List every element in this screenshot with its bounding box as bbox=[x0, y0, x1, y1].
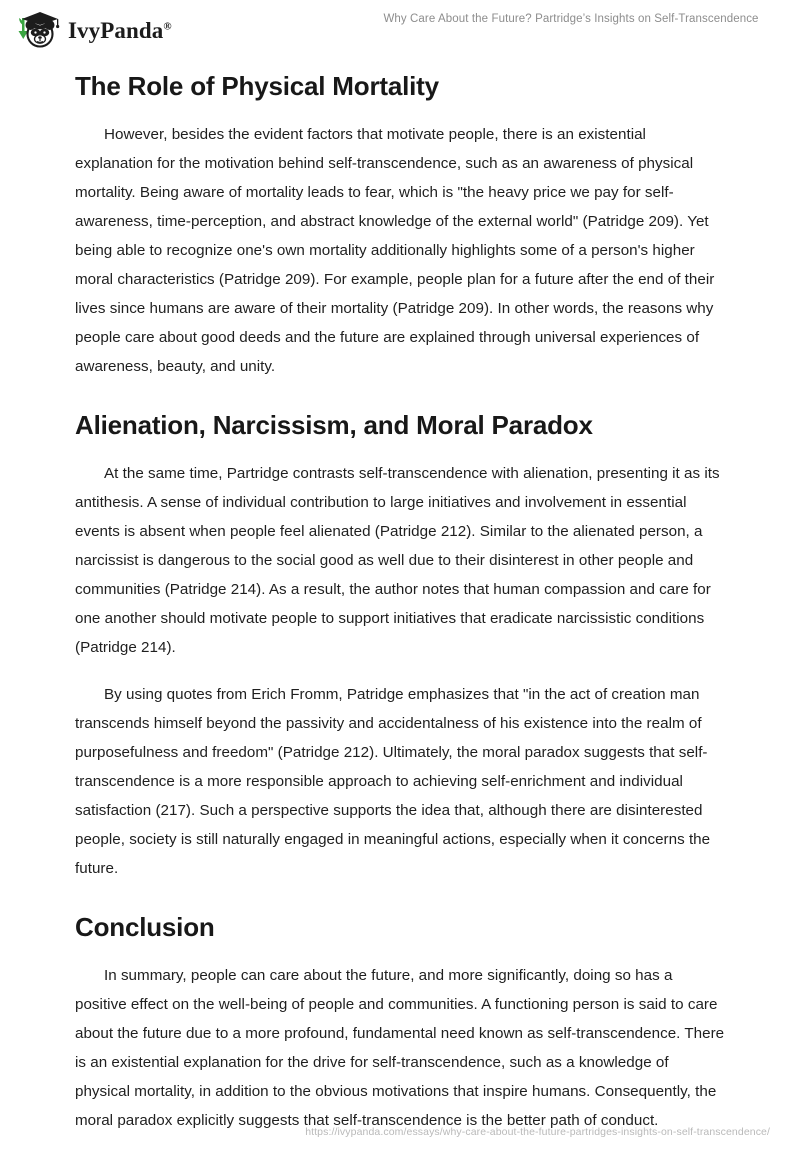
paragraph: At the same time, Partridge contrasts self-transcendence with alienation, presenting it as its antithesis. A sense of individual contribution to large initiatives and involvement in essential events is absent when people feel alienated (Patridge 212). Similar to the alienated person, a narcissist is dangerous to the social good as well due to their disinterest in other people and communities (Patridge 214). As a result, the author notes that human compassion and care for one another should motivate people to support initiatives that eradicate narcissistic conditions (Patridge 214). bbox=[75, 464, 720, 656]
page-footer bbox=[0, 1126, 800, 1138]
brand-name: IvyPanda® bbox=[68, 17, 172, 43]
document-header-title: Why Care About the Future? Partridge’s Insights on Self-Transcendence bbox=[383, 13, 759, 25]
section-heading: The Role of Physical Mortality bbox=[75, 71, 439, 101]
paragraph: In summary, people can care about the future, and more significantly, doing so has a positive effect on the well-being of people and communities. A functioning person is said to care about the future due to a more profound, fundamental need known as self-transcendence. There is an existential explanation for the drive for self-transcendence, such as a knowledge of physical mortality, in addition to the obvious motivations that inspire humans. Consequently, the moral paradox explicitly suggests that self-transcendence is the better path of conduct. bbox=[75, 966, 725, 1129]
panda-graduate-logo-icon bbox=[14, 8, 62, 52]
document-body bbox=[75, 72, 726, 1135]
section-the-role-of-physical-mortality bbox=[75, 72, 726, 381]
page-header bbox=[0, 0, 800, 62]
section-conclusion bbox=[75, 913, 726, 1135]
paragraph: However, besides the evident factors that motivate people, there is an existential explanation for the motivation behind self-transcendence, such as an awareness of physical mortality. Being aware of mortality leads to fear, which is "the heavy price we pay for self-awareness, time-perception, and abstract knowledge of the external world" (Patridge 209). Yet being able to recognize one's own mortality additionally highlights some of a person's higher moral characteristics (Patridge 209). For example, people plan for a future after the end of their lives since humans are aware of their mortality (Patridge 209). In other words, the reasons why people care about good deeds and the future are explained through universal experiences of awareness, beauty, and unity. bbox=[75, 125, 715, 375]
registered-trademark-icon: ® bbox=[163, 19, 172, 32]
paragraph: By using quotes from Erich Fromm, Patridge emphasizes that "in the act of creation man transcends himself beyond the passivity and accidentalness of his existence into the realm of purposefulness and freedom" (Patridge 212). Ultimately, the moral paradox suggests that self-transcendence is a more responsible approach to achieving self-enrichment and individual satisfaction (217). Such a perspective supports the idea that, although there are disinterested people, society is still naturally engaged in meaningful actions, especially when it concerns the future. bbox=[75, 685, 711, 877]
source-url-link[interactable]: https://ivypanda.com/essays/why-care-about-the-future-partridges-insights-on-self-transcendence/ bbox=[305, 1126, 770, 1138]
section-alienation-narcissism-and-moral-paradox bbox=[75, 411, 726, 883]
brand-logo-link[interactable] bbox=[14, 8, 172, 52]
section-heading: Conclusion bbox=[75, 911, 215, 942]
section-heading: Alienation, Narcissism, and Moral Paradox bbox=[75, 409, 593, 440]
